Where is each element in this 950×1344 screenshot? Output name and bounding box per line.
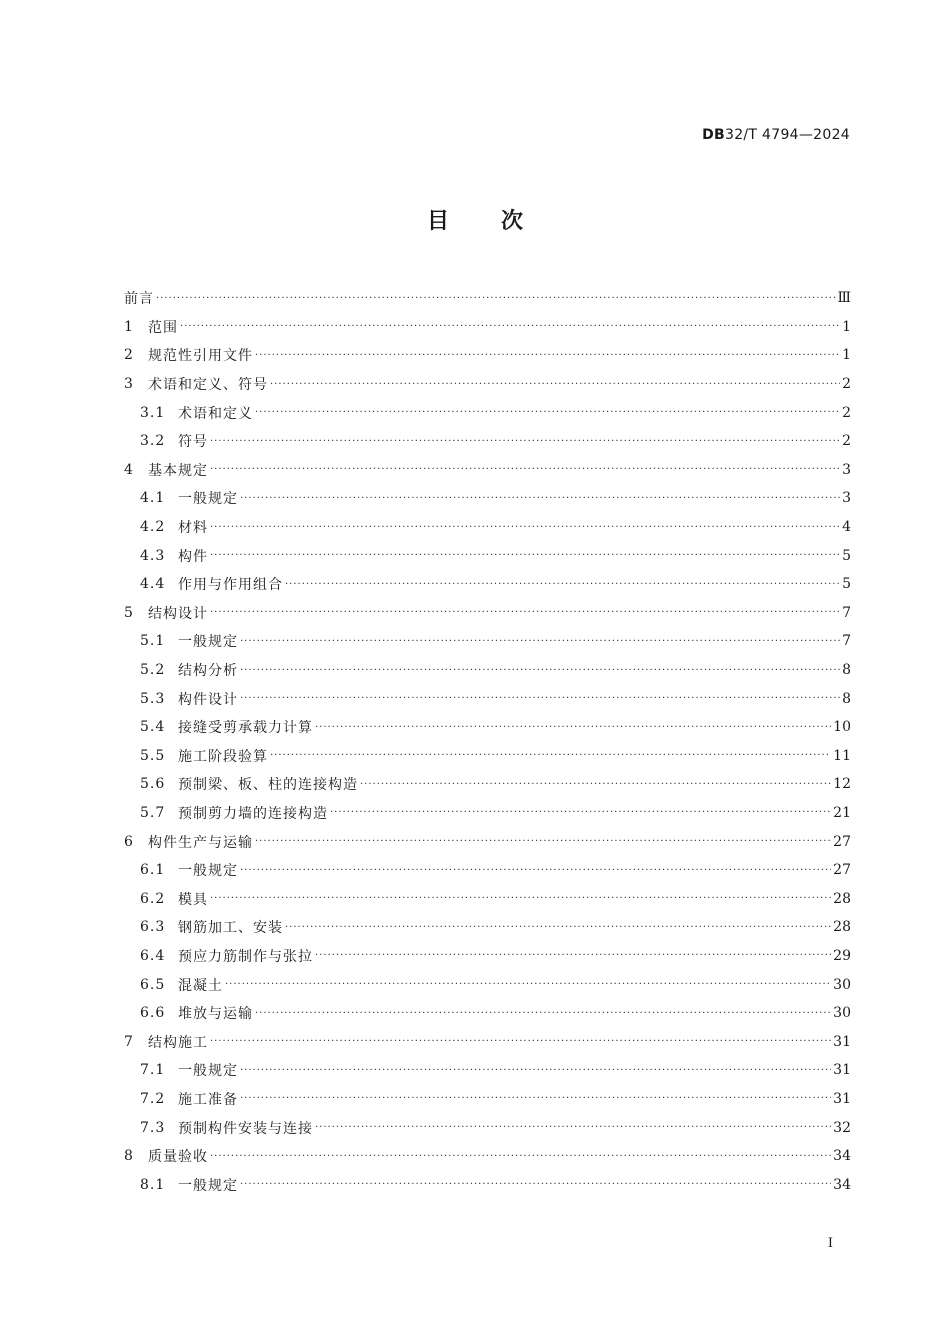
toc-entry-page: 7 <box>842 604 851 621</box>
toc-entry-label: 构件设计 <box>178 691 238 708</box>
toc-entry[interactable] <box>124 742 851 771</box>
toc-entry-number: 4.1 <box>140 490 166 507</box>
toc-entry-number: 6.1 <box>140 862 166 879</box>
toc-leader-dots <box>315 1122 831 1133</box>
toc-leader-dots <box>315 950 831 961</box>
toc-entry[interactable] <box>124 313 851 342</box>
toc-entry-number: 5.5 <box>140 747 166 764</box>
toc-leader-dots <box>270 750 831 761</box>
toc-entry-page: 2 <box>842 376 851 393</box>
toc-entry-page: 27 <box>833 862 851 879</box>
toc-entry[interactable] <box>124 398 851 427</box>
toc-entry-label: 结构施工 <box>148 1034 208 1051</box>
toc-entry-page: 29 <box>833 947 851 964</box>
toc-entry[interactable] <box>124 827 851 856</box>
toc-entry-label: 混凝土 <box>178 977 223 994</box>
toc-entry-page: 2 <box>842 404 851 421</box>
toc-entry-number: 8 <box>124 1148 134 1165</box>
toc-entry-label: 模具 <box>178 891 208 908</box>
toc-entry-number: 3 <box>124 376 134 393</box>
toc-entry-number: 5.1 <box>140 633 166 650</box>
toc-leader-dots <box>240 493 840 504</box>
toc-entry-label: 符号 <box>178 434 208 451</box>
toc-leader-dots <box>210 436 840 447</box>
document-code <box>702 127 850 143</box>
toc-entry[interactable] <box>124 970 851 999</box>
toc-entry-number: 6 <box>124 833 134 850</box>
toc-leader-dots <box>240 693 840 704</box>
toc-entry[interactable] <box>124 684 851 713</box>
toc-leader-dots <box>240 1179 831 1190</box>
toc-entry[interactable] <box>124 1027 851 1056</box>
toc-entry-number: 4.3 <box>140 547 166 564</box>
toc-entry[interactable] <box>124 1056 851 1085</box>
toc-entry-label: 一般规定 <box>178 491 238 508</box>
toc-entry[interactable] <box>124 1142 851 1171</box>
toc-entry-page: 30 <box>833 1005 851 1022</box>
toc-leader-dots <box>285 922 831 933</box>
toc-entry-page: 34 <box>833 1148 851 1165</box>
toc-entry-label: 预制构件安装与连接 <box>178 1120 313 1137</box>
toc-entry-label: 作用与作用组合 <box>178 577 283 594</box>
toc-entry-page: 7 <box>842 633 851 650</box>
toc-leader-dots <box>240 1065 831 1076</box>
toc-entry-label: 预制剪力墙的连接构造 <box>178 805 328 822</box>
toc-entry-number: 5.3 <box>140 690 166 707</box>
toc-entry-page: 3 <box>842 461 851 478</box>
toc-entry-number: 6.2 <box>140 890 166 907</box>
toc-entry[interactable] <box>124 713 851 742</box>
toc-entry-number: 7.2 <box>140 1090 166 1107</box>
title-char-1: 目 <box>426 209 449 234</box>
table-of-contents <box>124 284 851 1199</box>
toc-leader-dots <box>180 321 840 332</box>
toc-leader-dots <box>210 464 840 475</box>
toc-entry[interactable] <box>124 541 851 570</box>
toc-entry-page: 5 <box>842 547 851 564</box>
toc-entry[interactable] <box>124 770 851 799</box>
toc-entry-page: 11 <box>833 747 851 764</box>
toc-entry-label: 构件 <box>178 548 208 565</box>
toc-entry-label: 施工准备 <box>178 1091 238 1108</box>
toc-entry-number: 6.4 <box>140 947 166 964</box>
toc-entry-label: 一般规定 <box>178 1177 238 1194</box>
toc-leader-dots <box>255 836 831 847</box>
toc-entry-page: 21 <box>833 804 851 821</box>
toc-leader-dots <box>156 293 835 304</box>
toc-leader-dots <box>255 1008 831 1019</box>
toc-entry-number: 4.4 <box>140 576 166 593</box>
toc-entry-page: 1 <box>842 347 851 364</box>
toc-entry-number: 6.6 <box>140 1005 166 1022</box>
toc-entry[interactable] <box>124 884 851 913</box>
toc-entry[interactable] <box>124 1170 851 1199</box>
toc-entry[interactable] <box>124 341 851 370</box>
toc-entry[interactable] <box>124 856 851 885</box>
toc-entry-label: 术语和定义、符号 <box>148 377 268 394</box>
toc-entry-label: 术语和定义 <box>178 405 253 422</box>
toc-entry-label: 施工阶段验算 <box>178 748 268 765</box>
toc-leader-dots <box>240 636 840 647</box>
toc-leader-dots <box>270 379 840 390</box>
toc-entry[interactable] <box>124 999 851 1028</box>
toc-entry-number: 7.3 <box>140 1119 166 1136</box>
toc-leader-dots <box>240 665 840 676</box>
toc-entry-number: 3.2 <box>140 433 166 450</box>
toc-entry-number: 7.1 <box>140 1062 166 1079</box>
toc-entry-page: 30 <box>833 976 851 993</box>
toc-entry-page: 32 <box>833 1119 851 1136</box>
toc-entry-page: 1 <box>842 318 851 335</box>
toc-entry-label: 堆放与运输 <box>178 1006 253 1023</box>
toc-entry[interactable] <box>124 913 851 942</box>
document-code-number: 32/T 4794—2024 <box>725 127 850 143</box>
toc-entry-label: 接缝受剪承载力计算 <box>178 720 313 737</box>
toc-entry-page: 8 <box>842 662 851 679</box>
toc-leader-dots <box>255 407 840 418</box>
toc-leader-dots <box>330 807 831 818</box>
toc-entry[interactable] <box>124 942 851 971</box>
toc-leader-dots <box>225 979 831 990</box>
toc-entry-label: 一般规定 <box>178 863 238 880</box>
toc-leader-dots <box>210 893 831 904</box>
toc-entry-number: 5.7 <box>140 804 166 821</box>
footer-page-number: I <box>827 1236 833 1251</box>
toc-leader-dots <box>315 722 831 733</box>
toc-entry-number: 5 <box>124 604 134 621</box>
toc-entry-label: 范围 <box>148 319 178 336</box>
toc-leader-dots <box>210 550 840 561</box>
toc-entry[interactable] <box>124 1113 851 1142</box>
toc-entry-label: 质量验收 <box>148 1149 208 1166</box>
toc-entry[interactable] <box>124 799 851 828</box>
toc-entry[interactable] <box>124 570 851 599</box>
toc-entry-page: 31 <box>833 1090 851 1107</box>
toc-entry-page: 12 <box>833 776 851 793</box>
title-char-2: 次 <box>501 209 524 234</box>
toc-entry-label: 构件生产与运输 <box>148 834 253 851</box>
toc-entry-label: 一般规定 <box>178 1063 238 1080</box>
toc-entry-label: 一般规定 <box>178 634 238 651</box>
toc-entry-page: 34 <box>833 1176 851 1193</box>
toc-entry[interactable] <box>124 284 851 313</box>
toc-entry-number: 5.6 <box>140 776 166 793</box>
toc-entry-label: 前言 <box>124 291 154 308</box>
toc-entry[interactable] <box>124 456 851 485</box>
toc-entry-number: 6.3 <box>140 919 166 936</box>
toc-entry-label: 预应力筋制作与张拉 <box>178 948 313 965</box>
toc-entry[interactable] <box>124 656 851 685</box>
toc-entry[interactable] <box>124 1085 851 1114</box>
toc-entry-number: 7 <box>124 1033 134 1050</box>
toc-entry-number: 2 <box>124 347 134 364</box>
toc-entry-label: 结构分析 <box>178 663 238 680</box>
toc-entry-page: 10 <box>833 719 851 736</box>
toc-leader-dots <box>240 1093 831 1104</box>
toc-leader-dots <box>240 865 831 876</box>
toc-entry-number: 1 <box>124 318 134 335</box>
toc-entry-label: 规范性引用文件 <box>148 348 253 365</box>
toc-entry-page: 31 <box>833 1062 851 1079</box>
toc-leader-dots <box>360 779 831 790</box>
toc-leader-dots <box>210 522 840 533</box>
toc-entry-number: 4.2 <box>140 519 166 536</box>
toc-leader-dots <box>210 607 840 618</box>
toc-entry[interactable] <box>124 427 851 456</box>
toc-entry-page: 2 <box>842 433 851 450</box>
toc-entry-number: 8.1 <box>140 1176 166 1193</box>
toc-entry-number: 4 <box>124 461 134 478</box>
toc-leader-dots <box>285 579 840 590</box>
toc-leader-dots <box>210 1036 831 1047</box>
toc-leader-dots <box>255 350 840 361</box>
toc-leader-dots <box>210 1151 831 1162</box>
toc-entry-number: 5.2 <box>140 662 166 679</box>
toc-entry-number: 3.1 <box>140 404 166 421</box>
toc-entry[interactable] <box>124 370 851 399</box>
toc-entry-label: 预制梁、板、柱的连接构造 <box>178 777 358 794</box>
toc-entry[interactable] <box>124 627 851 656</box>
document-code-prefix: DB <box>702 127 725 143</box>
toc-entry[interactable] <box>124 513 851 542</box>
toc-entry-label: 结构设计 <box>148 605 208 622</box>
toc-entry-label: 基本规定 <box>148 462 208 479</box>
toc-entry-number: 5.4 <box>140 719 166 736</box>
page-title <box>0 204 950 235</box>
toc-entry-page: Ⅲ <box>837 290 851 307</box>
toc-entry-label: 钢筋加工、安装 <box>178 920 283 937</box>
toc-entry-page: 27 <box>833 833 851 850</box>
toc-entry[interactable] <box>124 599 851 628</box>
toc-entry-page: 28 <box>833 890 851 907</box>
toc-entry-label: 材料 <box>178 520 208 537</box>
toc-entry-page: 4 <box>842 519 851 536</box>
toc-entry-page: 3 <box>842 490 851 507</box>
toc-entry-page: 31 <box>833 1033 851 1050</box>
toc-entry-number: 6.5 <box>140 976 166 993</box>
toc-entry-page: 28 <box>833 919 851 936</box>
toc-entry-page: 8 <box>842 690 851 707</box>
toc-entry-page: 5 <box>842 576 851 593</box>
toc-entry[interactable] <box>124 484 851 513</box>
